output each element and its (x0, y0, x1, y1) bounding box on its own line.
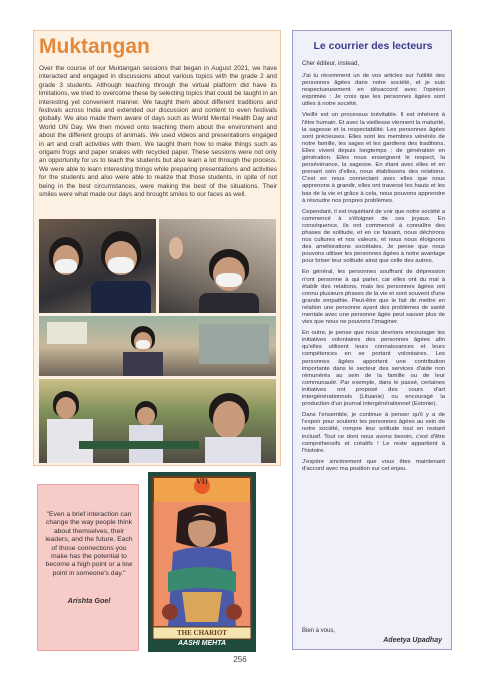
photo-classroom-1 (39, 316, 276, 376)
photo-classroom-2 (39, 379, 276, 463)
letter-paragraph: J'espère sincèrement que vous êtes maintenant d'accord avec ma position sur cet enjeu. (302, 458, 445, 472)
quote-box (37, 484, 139, 651)
photo-online-session-1 (39, 219, 156, 313)
letter-signature: Adeetya Upadhay (383, 637, 442, 644)
artwork-numeral: VII (195, 477, 208, 486)
artwork-caption: THE CHARIOT (177, 629, 227, 637)
article-body: Over the course of our Muktangan sessions that began in August 2021, we have interacted and engaged in discussions about various topics with the grade 2 and grade 3 students. Although teaching through the virtual platform did have its limitations, we tried to overcome these by selecting topics that could be taught in an interesting yet convenient manner. We taught them about different traditions and festivals across India and extended our discussion and content to even festivals globally. We also made them aware of days such as World Mental Health Day and World UN Day. We then moved onto teaching them about the environment and about the different groups of animals. We used videos and presentations engaged in art and craft activities with them. We taught them how to make things such as origami frogs and paper snakes with recycled paper. These sessions were not only an opportunity for us to teach the students but also learn a lot through the process. We were able to learn interesting things while preparing presentations and activities for the students and also were able to realize that those students, in spite of not being in the best circumstances, were making the best of the situations. Their smiles were what made our days and brought smiles to our faces as well. (39, 65, 277, 199)
letter-paragraph: Dans l'ensemble, je continue à penser qu'il y a de l'espoir pour soutenir les personnes âgées au sein de notre société, rompre leur solitude tout en restant inclusif. Tout ce dont nous avons besoin, c'est d'être compréhensifs et créatifs ! Le reste appartient à l'histoire. (302, 412, 445, 454)
letter-greeting: Cher éditeur, instead, (302, 61, 360, 67)
page-number: 256 (233, 655, 247, 664)
quote-author: Arishta Goel (67, 596, 111, 605)
letter-paragraph: Cependant, il est inquiétant de voir que notre société a commencé à s'éloigner de ces joyaux. En conséquence, ils ont commencé à connaître des phases de solitude, et en ce faisant, nous déchirons nos cultures et nos valeurs, et nous nous éloignons des améliorations sociétales. Je pense que nous pouvons utiliser les personnes âgées à notre avantage pour briser leur solitude ainsi que celle des autres. (302, 208, 445, 265)
letter-paragraph: En outre, je pense que nous devrions encourager les initiatives volontaires des personnes âgées afin qu'elles utilisent leurs connaissances et leurs compétences en se portant volontaires. Les personnes âgées apportent une contribution importante dans le secteur des services d'aide non rémunérés au sein de la famille ou de leur communauté. Par exemple, dans le passé, certaines initiatives ont proposé des cours d'art intergénérationnels (Lituanie) ou encouragé la production d'un journal intergénérationnel (Estonie). (302, 330, 445, 408)
letter-closing: Bien à vous, (302, 628, 336, 634)
artwork-the-chariot (148, 472, 256, 652)
letter-paragraph: J'ai lu récemment un de vos articles sur l'utilité des personnes âgées dans notre société, et je suis respectueusement en désaccord avec l'opinion exprimée : Je crois que les personnes âgées sont utiles à notre société. (302, 73, 445, 108)
artwork-artist: AASHI MEHTA (177, 640, 227, 647)
chariot-illustration (148, 472, 256, 652)
letter-body (302, 73, 445, 477)
quote-text: "Even a brief interaction can change the way people think about themselves, their leaders, and the future. Each of those connections you make has the potential to become a high point or a low point in someone's day." (45, 511, 133, 577)
photo-online-session-2 (159, 219, 276, 313)
letter-paragraph: En général, les personnes souffrant de dépression n'ont personne à qui parler, car elles ont du mal à établir des relations, mais les personnes âgées ont connu plusieurs phases de la vie et sont souvent d'une grande empathie. Peut-être que le fait de mettre en relation une personne ayant des problèmes de santé mentale avec une personne âgée peut sauver plus de vies que nous ne pouvons l'imaginer. (302, 269, 445, 326)
article-title: Muktangan (39, 35, 150, 58)
letters-title: Le courrier des lecteurs (313, 40, 433, 52)
muktangan-article (33, 30, 281, 466)
letter-paragraph: Vieillir est un processus inévitable. Il est inhérent à l'être humain. Et avec la vieillesse viennent la maturité, la sagesse et la respectabilité. Les personnes âgées sont précieuses. Elles sont les membres vénérés de notre famille, les sages et les gardiens des traditions. Elles vivent depuis longtemps : de génération en génération. Elles nous enseignent le respect, la persévérance, la sagesse. En étant avec elles et en prenant soin d'elles, nous établissons des relations. C'est en nous connectant avec elles que nous apprenons à grandir, elles ont traversé les hauts et les bas de la vie et grâce à cela, nous pouvons apprendre à résoudre nos propres problèmes. (302, 112, 445, 204)
letters-section (292, 30, 452, 650)
